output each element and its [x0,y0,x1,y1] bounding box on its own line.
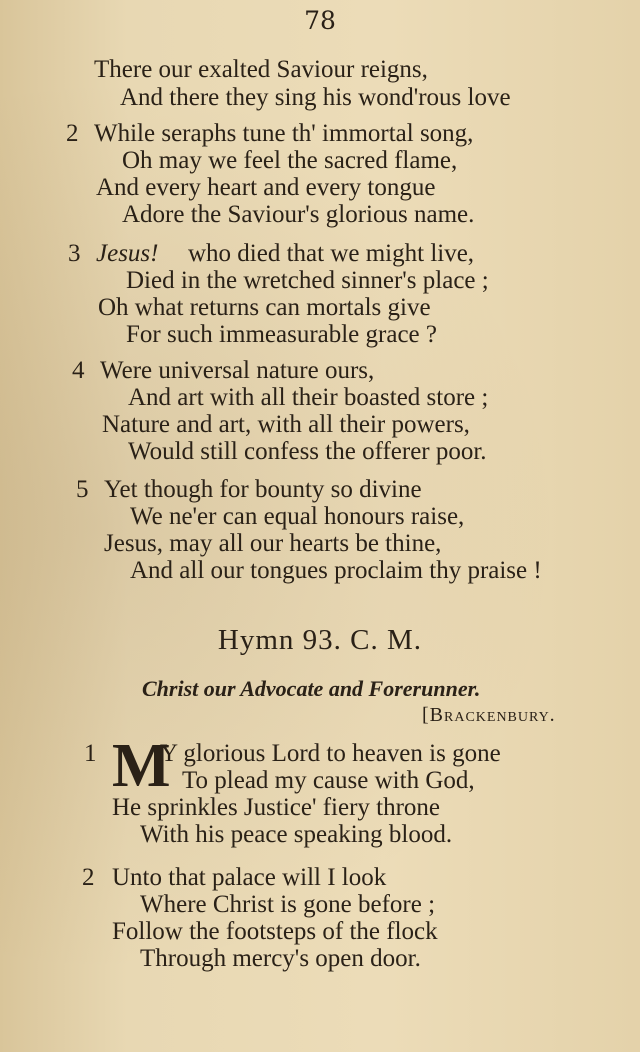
verse-number: 4 [72,357,85,384]
verse-line: With his peace speaking blood. [140,821,453,848]
verse-line: Unto that palace will I look [112,864,387,891]
verse-line: For such immeasurable grace ? [126,321,437,348]
verse-line: Died in the wretched sinner's place ; [126,267,489,294]
hymn-author: [Brackenbury. [422,704,556,726]
verse-line: Oh may we feel the sacred flame, [122,147,458,174]
verse-line: And all our tongues proclaim thy praise ! [130,557,542,584]
verse-line: And art with all their boasted store ; [128,384,489,411]
verse-line: While seraphs tune th' immortal song, [94,120,474,147]
hymn-subtitle: Christ our Advocate and Forerunner. [142,676,481,701]
drop-cap: M [112,732,171,800]
verse-line: Jesus, may all our hearts be thine, [104,530,442,557]
verse-line: Follow the footsteps of the flock [112,918,438,945]
verse-line: Would still confess the offerer poor. [128,438,487,465]
verse-line: Adore the Saviour's glorious name. [122,201,475,228]
hymn-title: Hymn 93. C. M. [217,624,423,656]
verse-number: 5 [76,476,89,503]
verse-number: 2 [66,120,79,147]
verse-line: who died that we might live, [188,240,475,267]
verse-line: Yet though for bounty so divine [104,476,422,503]
verse-number: 1 [84,740,97,767]
verse-line: Where Christ is gone before ; [140,891,436,918]
verse-line: Y glorious Lord to heaven is gone [160,740,501,767]
verse-line: We ne'er can equal honours raise, [130,503,465,530]
verse-line: To plead my cause with God, [182,767,475,794]
verse-number: 2 [82,864,95,891]
verse-line: And there they sing his wond'rous love [120,84,511,111]
page-number: 78 [304,6,336,35]
verse-number: 3 [68,240,81,267]
verse-line: Through mercy's open door. [140,945,421,972]
verse-line-jesus: Jesus! [96,240,159,267]
verse-line: Nature and art, with all their powers, [102,411,470,438]
verse-line: And every heart and every tongue [96,174,436,201]
verse-line: Oh what returns can mortals give [98,294,431,321]
verse-line: Were universal nature ours, [100,357,375,384]
verse-line: He sprinkles Justice' fiery throne [112,794,441,821]
verse-line: There our exalted Saviour reigns, [94,56,428,83]
